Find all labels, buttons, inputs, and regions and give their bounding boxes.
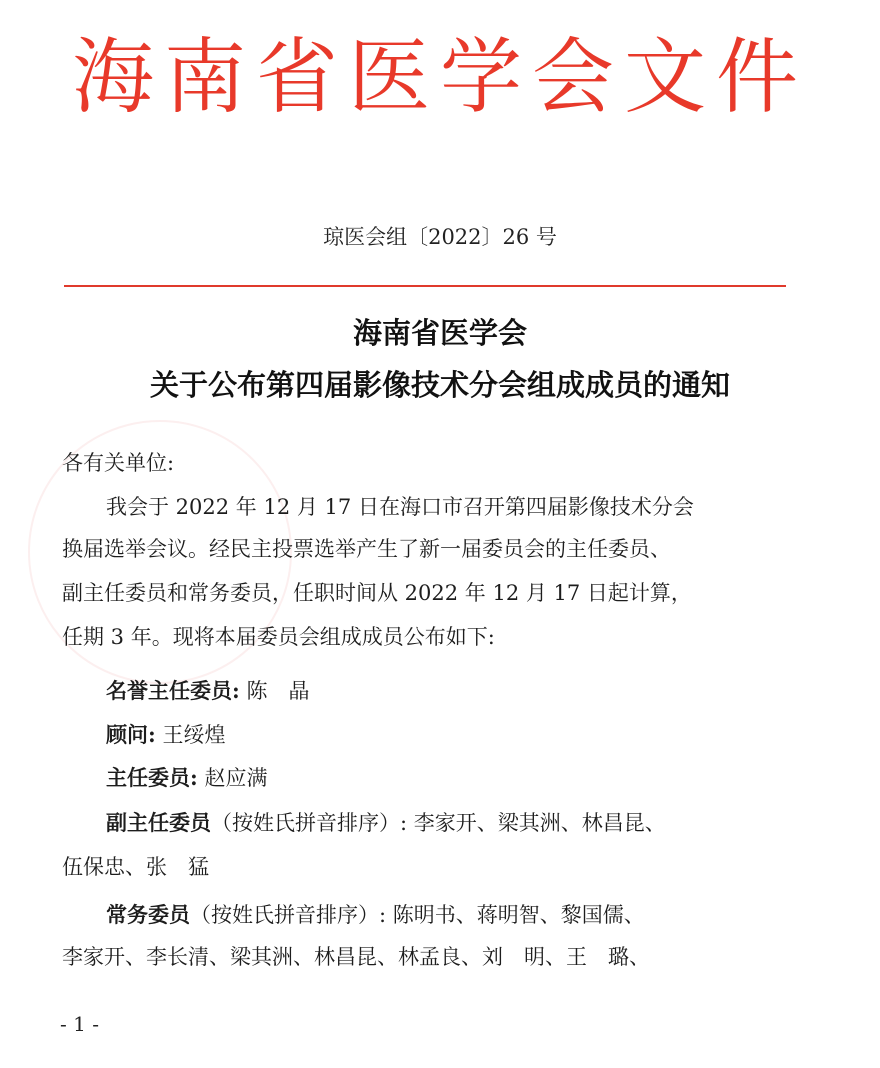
chair-label: 主任委员:	[106, 765, 198, 790]
vice-chair-label: 副主任委员	[106, 810, 211, 835]
notice-title-line-2: 关于公布第四届影像技术分会组成成员的通知	[149, 368, 730, 402]
paragraph-line-1: 我会于 2022 年 12 月 17 日在海口市召开第四届影像技术分会	[106, 495, 694, 519]
paragraph-line-4: 任期 3 年。现将本届委员会组成成员公布如下:	[62, 625, 495, 649]
advisor-label: 顾问:	[106, 722, 156, 747]
standing-committee-row	[106, 900, 645, 930]
honorary-chair-value: 陈 晶	[239, 679, 310, 703]
vice-chair-note: （按姓氏拼音排序）: 李家开、梁其洲、林昌昆、	[211, 811, 666, 835]
paragraph-line-2: 换届选举会议。经民主投票选举产生了新一届委员会的主任委员、	[62, 537, 671, 561]
chair-value: 赵应满	[197, 766, 268, 790]
vice-chair-row	[106, 808, 666, 838]
paragraph-line-3: 副主任委员和常务委员，任职时间从 2022 年 12 月 17 日起计算，	[62, 581, 692, 605]
standing-committee-continuation: 李家开、李长清、梁其洲、林昌昆、林孟良、刘 明、王 璐、	[62, 945, 650, 969]
red-header-title: 海南省医学会文件	[71, 30, 808, 125]
honorary-chair-row	[106, 676, 309, 706]
vice-chair-continuation: 伍保忠、张 猛	[62, 855, 209, 879]
standing-committee-label: 常务委员	[106, 902, 190, 927]
standing-committee-note: （按姓氏拼音排序）: 陈明书、蒋明智、黎国儒、	[190, 903, 645, 927]
red-divider-rule	[64, 285, 786, 287]
page-number: - 1 -	[60, 1012, 99, 1036]
notice-title-line-1: 海南省医学会	[352, 316, 527, 350]
advisor-row	[106, 720, 225, 750]
salutation: 各有关单位:	[62, 451, 175, 475]
document-number: 琼医会组〔2022〕26 号	[323, 225, 557, 249]
chair-row	[106, 763, 267, 793]
advisor-value: 王绥煌	[155, 723, 226, 747]
honorary-chair-label: 名誉主任委员:	[106, 678, 240, 703]
